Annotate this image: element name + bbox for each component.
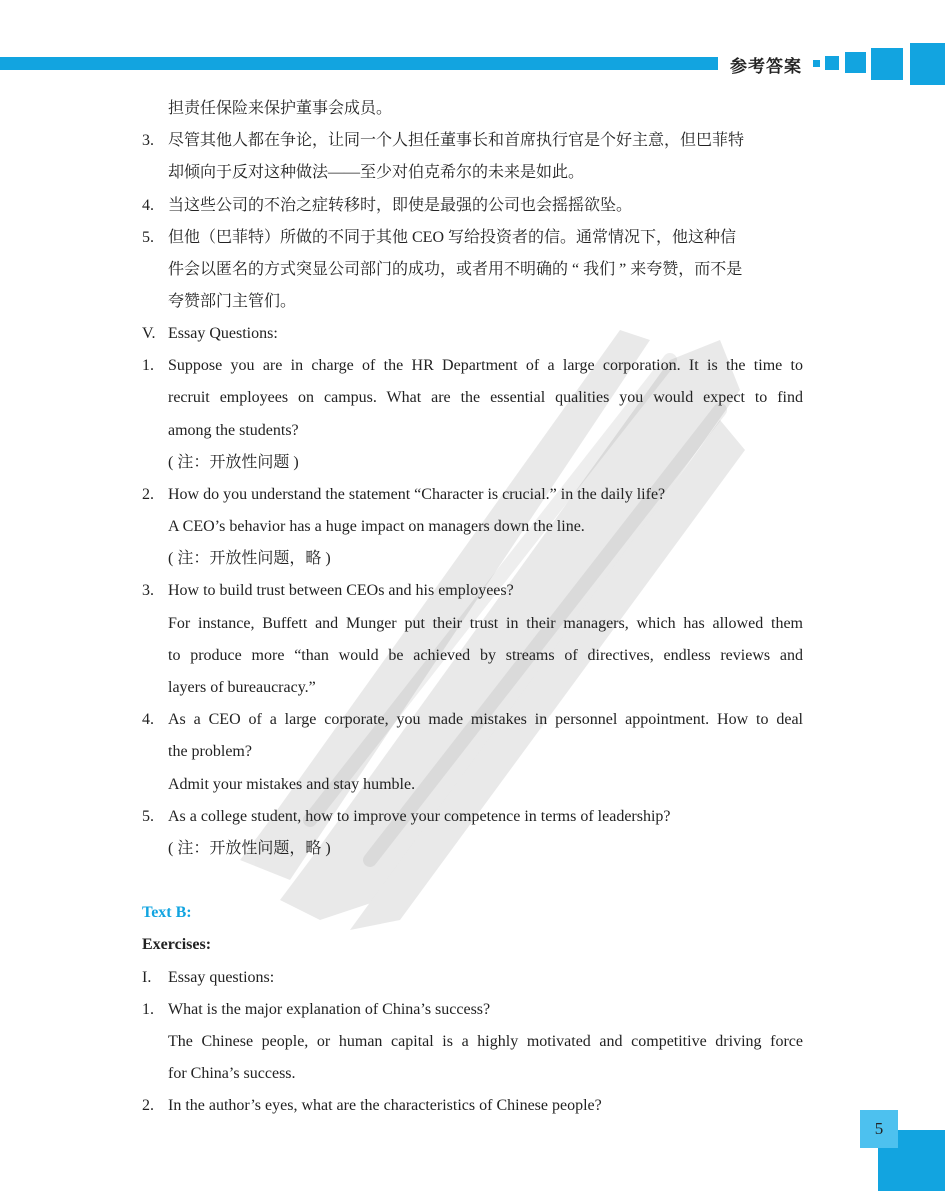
item-text: What is the major explanation of China’s success? [168,1001,491,1018]
item-number: 4. [142,711,154,728]
item-text: recruit employees on campus. What are the essential qualities you would expect to find [168,389,803,406]
item-number: 1. [142,357,154,374]
item-number: 2. [142,486,154,503]
exercises-heading: Exercises: [142,936,212,953]
item-text: A CEO’s behavior has a huge impact on managers down the line. [168,518,585,535]
item-text: layers of bureaucracy.” [168,679,316,696]
item-text: 却倾向于反对这种做法——至少对伯克希尔的未来是如此。 [168,164,585,181]
item-text: ( 注：开放性问题，略 ) [168,840,331,857]
item-text: For instance, Buffett and Munger put their trust in their managers, which has allowed them [168,615,803,632]
item-text: among the students? [168,422,299,439]
item-text: 但他（巴菲特）所做的不同于其他 CEO 写给投资者的信。通常情况下，他这种信 [168,229,737,246]
item-text: the problem? [168,743,252,760]
item-number: 2. [142,1097,154,1114]
item-text: Suppose you are in charge of the HR Department of a large corporation. It is the time to [168,357,803,374]
section-title: Text B: [142,904,192,921]
item-number: I. [142,969,152,986]
header-title: 参考答案 [730,57,802,77]
item-text: Admit your mistakes and stay humble. [168,776,416,793]
item-text: 尽管其他人都在争论，让同一个人担任董事长和首席执行官是个好主意，但巴菲特 [168,132,745,149]
item-text: How to build trust between CEOs and his employees? [168,582,514,599]
item-text: Essay questions: [168,969,275,986]
item-number: 1. [142,1001,154,1018]
item-text: 件会以匿名的方式突显公司部门的成功，或者用不明确的 “ 我们 ” 来夸赞，而不是 [168,261,743,278]
item-text: In the author’s eyes, what are the characteristics of Chinese people? [168,1097,602,1114]
item-text: 当这些公司的不治之症转移时，即使是最强的公司也会摇摇欲坠。 [168,197,633,214]
item-number: 5. [142,808,154,825]
item-text: ( 注：开放性问题，略 ) [168,550,331,567]
item-text: How do you understand the statement “Character is crucial.” in the daily life? [168,486,666,503]
item-text: for China’s success. [168,1065,296,1082]
item-text: As a college student, how to improve your competence in terms of leadership? [168,808,671,825]
page-number: 5 [860,1110,898,1148]
item-text: As a CEO of a large corporate, you made mistakes in personnel appointment. How to deal [168,711,803,728]
item-number: 3. [142,582,154,599]
item-text: to produce more “than would be achieved by streams of directives, endless reviews and [168,647,803,664]
item-number: 4. [142,197,154,214]
item-text: ( 注：开放性问题 ) [168,454,299,471]
item-number: 3. [142,132,154,149]
item-number: V. [142,325,156,342]
item-number: 5. [142,229,154,246]
item-text: 夸赞部门主管们。 [168,293,297,310]
item-text: Essay Questions: [168,325,278,342]
item-text: The Chinese people, or human capital is a highly motivated and competitive driving force [168,1033,803,1050]
item-text: 担责任保险来保护董事会成员。 [168,100,393,117]
